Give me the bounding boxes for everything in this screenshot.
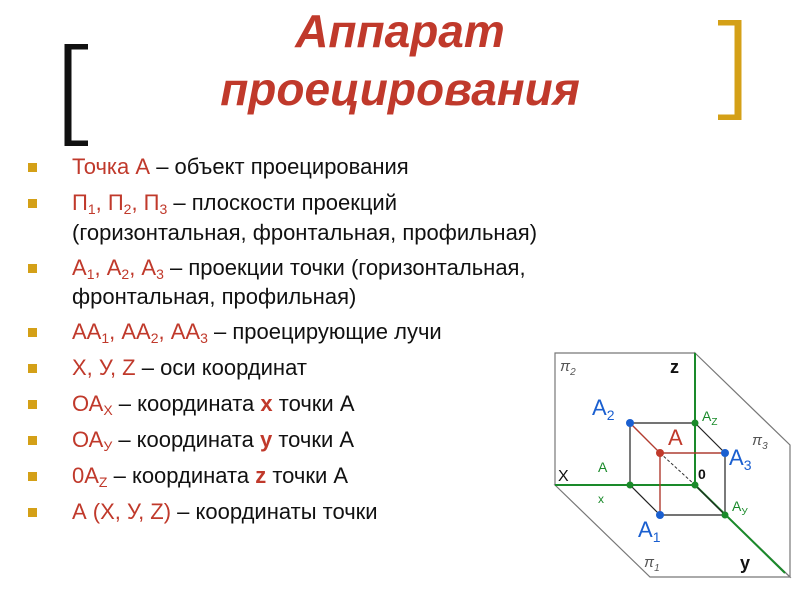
bullet-7: $ОА_У$ – координата y точки А [72, 427, 355, 454]
title-line-1: Аппарат [295, 5, 505, 57]
bullet-5-text: – оси координат [135, 355, 307, 380]
bullet-9-term: А (Х, У, Z) [72, 499, 172, 524]
bullet-3-cont: фронтальная, профильная) [72, 284, 357, 309]
bullet-3-text: – проекции точки (горизонтальная, [163, 255, 526, 280]
label-AX: A [598, 459, 608, 475]
bullet-marker [28, 400, 37, 409]
label-AZ: $A_Z$ [702, 408, 718, 428]
point-A3 [721, 449, 729, 457]
bullet-4 [72, 319, 442, 345]
bullet-marker [28, 199, 37, 208]
bullet-4-term: $АА_1$, $АА_2$, $АА_3$ [72, 319, 208, 346]
bullet-6: $ОА_Х$ – координата x точки А [72, 391, 355, 418]
bullet-6-term: $ОА_Х$ [72, 391, 113, 418]
bullet-marker [28, 163, 37, 172]
bullet-3-term: $А_1$, $А_2$, $А_3$ [72, 255, 164, 282]
label-A: A [668, 425, 683, 450]
point-A1 [656, 511, 664, 519]
bullet-2-text: – плоскости проекций [167, 190, 397, 215]
bullet-9 [72, 499, 378, 525]
label-pi1: $\pi_1$ [644, 554, 660, 574]
bullet-marker [28, 472, 37, 481]
bullet-4-text: – проецирующие лучи [207, 319, 442, 344]
point-A2 [626, 419, 634, 427]
label-z: z [670, 357, 679, 377]
bullet-5 [72, 355, 307, 381]
bullet-7-term: $ОА_У$ [72, 427, 113, 454]
construction-lines [660, 453, 695, 485]
label-A3: $A_3$ [729, 445, 752, 473]
bullet-1-text: – объект проецирования [150, 154, 409, 179]
bullet-marker [28, 364, 37, 373]
label-pi3: $\pi_3$ [752, 432, 768, 452]
label-origin: 0 [698, 466, 706, 482]
bullet-marker [28, 264, 37, 273]
label-pi2: $\pi_2$ [560, 358, 576, 378]
bullet-marker [28, 436, 37, 445]
bullet-2-cont: (горизонтальная, фронтальная, профильная) [72, 220, 538, 245]
bullet-8-term: $0А_Z$ [72, 463, 108, 490]
bullet-1-term: Точка А [72, 154, 151, 179]
bullet-2 [72, 190, 397, 216]
bullet-9-text: – координаты точки [171, 499, 378, 524]
point-AX [627, 482, 634, 489]
bullet-1 [72, 154, 409, 180]
point-origin [692, 482, 699, 489]
label-AY: $A_У$ [732, 498, 748, 518]
label-x: X [558, 468, 569, 485]
label-AX-sub: x [598, 492, 604, 506]
point-A [656, 449, 664, 457]
bullet-2-term: $П_1$, $П_2$, $П_3$ [72, 190, 168, 217]
label-A1: $A_1$ [638, 517, 661, 545]
horizontal-plane [555, 485, 790, 577]
bullet-marker [28, 508, 37, 517]
title-line-2: проецирования [220, 63, 580, 115]
point-AY [722, 512, 729, 519]
point-AZ [692, 420, 699, 427]
bullet-marker [28, 328, 37, 337]
bullet-8: $0А_Z$ – координата z точки А [72, 463, 349, 490]
projection-diagram [540, 345, 795, 585]
bullet-3 [72, 255, 526, 281]
label-y: y [740, 553, 751, 573]
label-A2: $A_2$ [592, 395, 615, 423]
bullet-5-term: Х, У, Z [72, 355, 136, 380]
